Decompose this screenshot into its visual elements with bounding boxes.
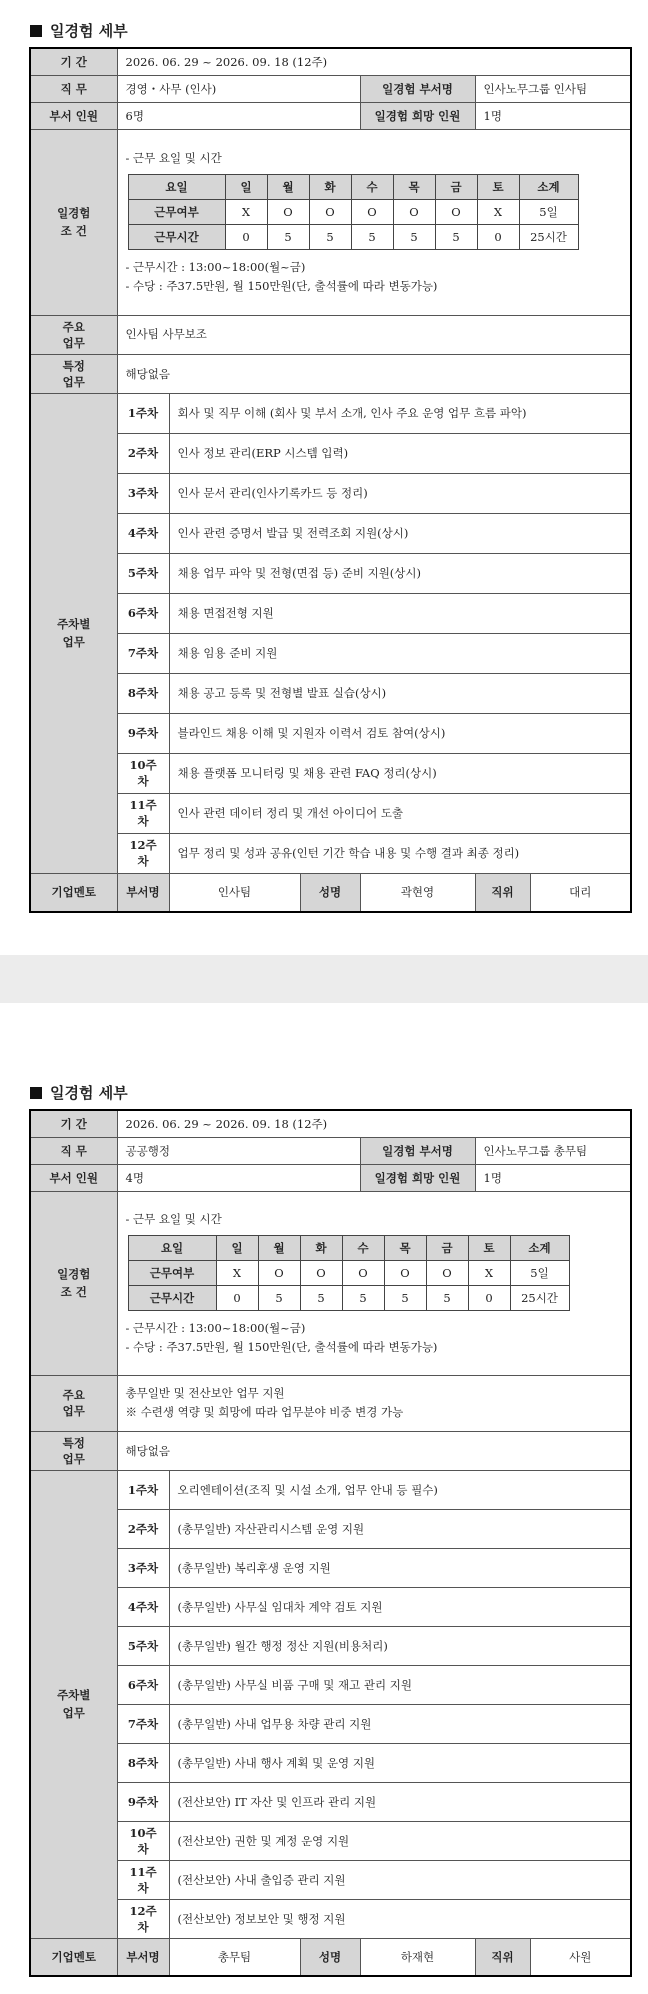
week-task: (전산보안) 권한 및 계정 운영 지원: [169, 1821, 631, 1860]
schedule-header-cell: 소계: [510, 1235, 569, 1260]
week-label: 7주차: [117, 633, 169, 673]
want-value: 1명: [475, 102, 631, 129]
week-task: 인사 문서 관리(인사기록카드 등 정리): [169, 473, 631, 513]
job-label: 직 무: [30, 1137, 117, 1164]
schedule-header-cell: 금: [426, 1235, 468, 1260]
week-label: 2주차: [117, 433, 169, 473]
schedule-cell: O: [435, 199, 477, 224]
staff-value: 4명: [117, 1164, 360, 1191]
week-label: 4주차: [117, 1587, 169, 1626]
schedule-cell: O: [393, 199, 435, 224]
mentor-pos: 사원: [530, 1938, 631, 1976]
week-task: (총무일반) 사무실 임대차 계약 검토 지원: [169, 1587, 631, 1626]
mentor-row: [30, 873, 631, 912]
document-page-1: [0, 0, 648, 955]
mentor-label: 기업멘토: [30, 873, 117, 912]
schedule-header-cell: 수: [342, 1235, 384, 1260]
section-title: [30, 20, 128, 41]
week-task: 오리엔테이션(조직 및 시설 소개, 업무 안내 등 필수): [169, 1470, 631, 1509]
week-label: 12주차: [117, 1899, 169, 1938]
schedule-cell: 5: [342, 1285, 384, 1310]
mentor-dept-label: 부서명: [117, 1938, 169, 1976]
cond-label: 일경험 조 건: [30, 129, 117, 315]
week-task: 업무 정리 및 성과 공유(인턴 기간 학습 내용 및 수행 결과 최종 정리): [169, 833, 631, 873]
schedule-cell: O: [426, 1260, 468, 1285]
schedule-header-cell: 요일: [128, 1235, 216, 1260]
weekly-label: 주차별 업무: [30, 1470, 117, 1938]
week-label: 5주차: [117, 553, 169, 593]
schedule-cell: 0: [216, 1285, 258, 1310]
week-label: 10주차: [117, 1821, 169, 1860]
period-label: 기 간: [30, 48, 117, 75]
page-separator: [0, 955, 648, 1003]
week-label: 3주차: [117, 1548, 169, 1587]
cond-pay: - 수당 : 주37.5만원, 월 150만원(단, 출석률에 따라 변동가능): [125, 1339, 438, 1354]
schedule-header-cell: 토: [477, 174, 519, 199]
week-label: 7주차: [117, 1704, 169, 1743]
week-task: 회사 및 직무 이해 (회사 및 부서 소개, 인사 주요 운영 업무 흐름 파악): [169, 393, 631, 433]
week-task: (총무일반) 사내 업무용 차량 관리 지원: [169, 1704, 631, 1743]
schedule-header-cell: 목: [384, 1235, 426, 1260]
job-value: 경영・사무 (인사): [117, 75, 360, 102]
week-task: (전산보안) IT 자산 및 인프라 관리 지원: [169, 1782, 631, 1821]
staff-value: 6명: [117, 102, 360, 129]
section-title-text: 일경험 세부: [50, 1084, 128, 1102]
schedule-cell: O: [300, 1260, 342, 1285]
week-task: 인사 관련 증명서 발급 및 전력조회 지원(상시): [169, 513, 631, 553]
schedule-row-label: 근무시간: [128, 1285, 216, 1310]
special-value: 해당없음: [117, 1431, 631, 1470]
dept-label: 일경험 부서명: [360, 1137, 475, 1164]
week-task: 인사 정보 관리(ERP 시스템 입력): [169, 433, 631, 473]
week-label: 12주차: [117, 833, 169, 873]
schedule-header-cell: 일: [225, 174, 267, 199]
schedule-row-label: 근무여부: [128, 199, 225, 224]
week-label: 11주차: [117, 1860, 169, 1899]
mentor-dept-label: 부서명: [117, 873, 169, 912]
square-bullet-icon: [30, 25, 42, 37]
mentor-name: 하재현: [360, 1938, 475, 1976]
mentor-label: 기업멘토: [30, 1938, 117, 1976]
want-value: 1명: [475, 1164, 631, 1191]
cond-cell: [117, 129, 631, 315]
staff-label: 부서 인원: [30, 1164, 117, 1191]
week-label: 8주차: [117, 673, 169, 713]
schedule-row: [128, 224, 578, 249]
week-task: 블라인드 채용 이해 및 지원자 이력서 검토 참여(상시): [169, 713, 631, 753]
mentor-name-label: 성명: [300, 1938, 360, 1976]
schedule-cell: 5: [267, 224, 309, 249]
mentor-name-label: 성명: [300, 873, 360, 912]
schedule-cell: 25시간: [510, 1285, 569, 1310]
period-value: 2026. 06. 29 ~ 2026. 09. 18 (12주): [117, 48, 631, 75]
week-label: 4주차: [117, 513, 169, 553]
schedule-cell: X: [225, 199, 267, 224]
schedule-cell: O: [342, 1260, 384, 1285]
schedule-cell: 5: [426, 1285, 468, 1310]
week-task: 채용 임용 준비 지원: [169, 633, 631, 673]
schedule-row: [128, 1285, 569, 1310]
duty-note: ※ 수련생 역량 및 희망에 따라 업무분야 비중 변경 가능: [125, 1405, 404, 1419]
schedule-header-row: [128, 1235, 569, 1260]
schedule-cell: 5: [351, 224, 393, 249]
want-label: 일경험 희망 인원: [360, 102, 475, 129]
internship-detail-table: [29, 1109, 632, 1977]
cond-pay: - 수당 : 주37.5만원, 월 150만원(단, 출석률에 따라 변동가능): [125, 278, 438, 293]
schedule-cell: 5일: [519, 199, 578, 224]
week-label: 9주차: [117, 1782, 169, 1821]
cond-heading: - 근무 요일 및 시간: [125, 1211, 222, 1226]
schedule-cell: 5: [309, 224, 351, 249]
weekly-label: 주차별 업무: [30, 393, 117, 873]
week-task: 채용 공고 등록 및 전형별 발표 실습(상시): [169, 673, 631, 713]
schedule-cell: O: [309, 199, 351, 224]
schedule-header-row: [128, 174, 578, 199]
schedule-cell: 25시간: [519, 224, 578, 249]
duty-label: 주요 업무: [30, 1375, 117, 1431]
week-task: (총무일반) 사내 행사 계획 및 운영 지원: [169, 1743, 631, 1782]
schedule-table: [128, 174, 579, 250]
schedule-header-cell: 요일: [128, 174, 225, 199]
want-label: 일경험 희망 인원: [360, 1164, 475, 1191]
dept-label: 일경험 부서명: [360, 75, 475, 102]
special-label: 특정 업무: [30, 1431, 117, 1470]
mentor-name: 곽현영: [360, 873, 475, 912]
special-value: 해당없음: [117, 354, 631, 393]
week-task: 채용 업무 파악 및 전형(면접 등) 준비 지원(상시): [169, 553, 631, 593]
mentor-dept: 인사팀: [169, 873, 300, 912]
schedule-header-cell: 월: [267, 174, 309, 199]
schedule-cell: O: [351, 199, 393, 224]
schedule-cell: 5: [384, 1285, 426, 1310]
schedule-header-cell: 금: [435, 174, 477, 199]
special-label: 특정 업무: [30, 354, 117, 393]
week-label: 10주차: [117, 753, 169, 793]
period-value: 2026. 06. 29 ~ 2026. 09. 18 (12주): [117, 1110, 631, 1137]
week-label: 6주차: [117, 1665, 169, 1704]
schedule-header-cell: 목: [393, 174, 435, 199]
job-value: 공공행정: [117, 1137, 360, 1164]
cond-label: 일경험 조 건: [30, 1191, 117, 1375]
week-task: (총무일반) 복리후생 운영 지원: [169, 1548, 631, 1587]
duty-cell: [117, 315, 631, 354]
dept-value: 인사노무그룹 인사팀: [475, 75, 631, 102]
week-label: 8주차: [117, 1743, 169, 1782]
schedule-cell: 5: [258, 1285, 300, 1310]
schedule-cell: 5: [435, 224, 477, 249]
week-task: (총무일반) 월간 행정 정산 지원(비용처리): [169, 1626, 631, 1665]
schedule-table: [128, 1235, 570, 1311]
mentor-pos: 대리: [530, 873, 631, 912]
week-task: 채용 면접전형 지원: [169, 593, 631, 633]
week-task: (전산보안) 사내 출입증 관리 지원: [169, 1860, 631, 1899]
week-task: (총무일반) 사무실 비품 구매 및 재고 관리 지원: [169, 1665, 631, 1704]
period-label: 기 간: [30, 1110, 117, 1137]
cond-time: - 근무시간 : 13:00~18:00(월~금): [125, 259, 306, 274]
week-task: 채용 플랫폼 모니터링 및 채용 관련 FAQ 정리(상시): [169, 753, 631, 793]
duty-cell: [117, 1375, 631, 1431]
job-label: 직 무: [30, 75, 117, 102]
week-label: 1주차: [117, 1470, 169, 1509]
schedule-row: [128, 1260, 569, 1285]
schedule-header-cell: 월: [258, 1235, 300, 1260]
mentor-row: [30, 1938, 631, 1976]
duty-line: 인사팀 사무보조: [125, 327, 207, 341]
week-label: 9주차: [117, 713, 169, 753]
week-task: (총무일반) 자산관리시스템 운영 지원: [169, 1509, 631, 1548]
schedule-row: [128, 199, 578, 224]
week-label: 6주차: [117, 593, 169, 633]
section-title: [30, 1082, 128, 1103]
schedule-cell: X: [216, 1260, 258, 1285]
internship-detail-table: [29, 47, 632, 913]
schedule-header-cell: 화: [300, 1235, 342, 1260]
mentor-pos-label: 직위: [475, 873, 530, 912]
schedule-header-cell: 화: [309, 174, 351, 199]
schedule-cell: O: [384, 1260, 426, 1285]
schedule-cell: 5: [393, 224, 435, 249]
cond-time: - 근무시간 : 13:00~18:00(월~금): [125, 1320, 306, 1335]
week-label: 2주차: [117, 1509, 169, 1548]
week-label: 11주차: [117, 793, 169, 833]
staff-label: 부서 인원: [30, 102, 117, 129]
dept-value: 인사노무그룹 총무팀: [475, 1137, 631, 1164]
schedule-cell: X: [468, 1260, 510, 1285]
week-label: 5주차: [117, 1626, 169, 1665]
schedule-cell: 5일: [510, 1260, 569, 1285]
section-title-text: 일경험 세부: [50, 22, 128, 40]
duty-label: 주요 업무: [30, 315, 117, 354]
schedule-header-cell: 일: [216, 1235, 258, 1260]
schedule-cell: O: [258, 1260, 300, 1285]
schedule-cell: 0: [225, 224, 267, 249]
schedule-header-cell: 토: [468, 1235, 510, 1260]
schedule-header-cell: 수: [351, 174, 393, 199]
mentor-dept: 총무팀: [169, 1938, 300, 1976]
schedule-cell: 5: [300, 1285, 342, 1310]
schedule-cell: X: [477, 199, 519, 224]
week-task: 인사 관련 데이터 정리 및 개선 아이디어 도출: [169, 793, 631, 833]
cond-cell: [117, 1191, 631, 1375]
mentor-pos-label: 직위: [475, 1938, 530, 1976]
week-label: 1주차: [117, 393, 169, 433]
schedule-header-cell: 소계: [519, 174, 578, 199]
schedule-cell: O: [267, 199, 309, 224]
schedule-row-label: 근무시간: [128, 224, 225, 249]
schedule-cell: 0: [468, 1285, 510, 1310]
duty-line: 총무일반 및 전산보안 업무 지원: [125, 1386, 285, 1400]
document-page-2: [0, 1003, 648, 1994]
schedule-row-label: 근무여부: [128, 1260, 216, 1285]
square-bullet-icon: [30, 1087, 42, 1099]
cond-heading: - 근무 요일 및 시간: [125, 150, 222, 165]
week-task: (전산보안) 정보보안 및 행정 지원: [169, 1899, 631, 1938]
schedule-cell: 0: [477, 224, 519, 249]
week-label: 3주차: [117, 473, 169, 513]
